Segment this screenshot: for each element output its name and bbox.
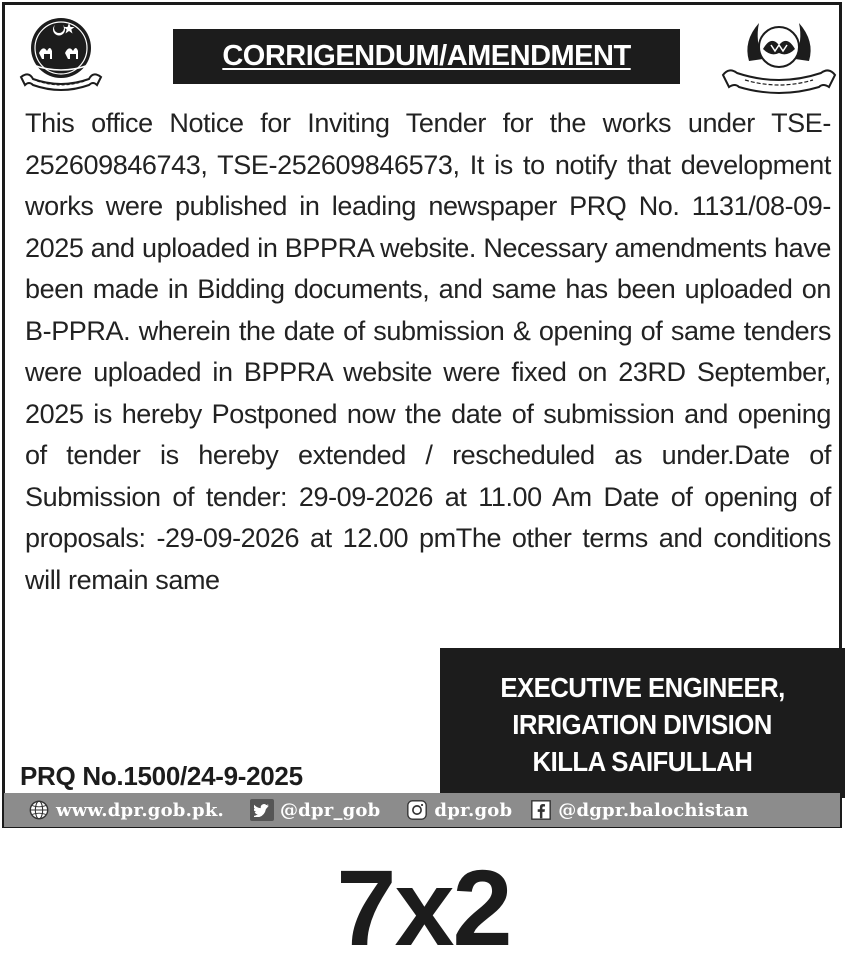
signature-box: [440, 648, 845, 798]
dgpr-emblem-icon: [719, 17, 839, 97]
notice-body: This office Notice for Inviting Tender for the works under TSE-252609846743, TSE-252609846573, It is to notify that development works were published in leading newspaper PRQ No. 1131/08-09-2025 and uploaded in BPPRA website. Necessary amendments have been made in Bidding documents, and same has been uploaded on B-PPRA. wherein the date of submission & opening of same tenders were uploaded in BPPRA website were fixed on 23RD September, 2025 is hereby Postponed now the date of submission and opening of tender is hereby extended / rescheduled as under.Date of Submission of tender: 29-09-2026 at 11.00 Am Date of opening of proposals: -29-09-2026 at 12.00 pmThe other terms and conditions will remain same: [25, 108, 831, 595]
instagram-handle[interactable]: dpr.gob: [434, 799, 513, 821]
footer-instagram[interactable]: [406, 799, 512, 821]
signature-location: KILLA SAIFULLAH: [532, 745, 753, 777]
facebook-icon: [530, 799, 552, 821]
website-link[interactable]: www.dpr.gob.pk.: [56, 799, 224, 821]
twitter-bird-icon: [250, 799, 274, 821]
prq-number: PRQ No.1500/24-9-2025: [20, 761, 303, 791]
twitter-handle[interactable]: @dpr_gob: [279, 799, 381, 821]
advertisement-frame: [2, 2, 842, 828]
footer-social-bar: [4, 793, 840, 827]
globe-icon: [28, 799, 50, 821]
footer-website[interactable]: [28, 799, 224, 821]
title-bar: [173, 29, 680, 84]
ad-size-label: 7x2: [336, 847, 511, 968]
footer-twitter[interactable]: [250, 799, 380, 821]
signature-designation: EXECUTIVE ENGINEER,: [500, 671, 785, 703]
notice-title: CORRIGENDUM/AMENDMENT: [222, 40, 631, 72]
balochistan-government-emblem-icon: [15, 15, 115, 99]
signature-division: IRRIGATION DIVISION: [512, 708, 773, 740]
footer-facebook[interactable]: [530, 799, 748, 821]
facebook-handle[interactable]: @dgpr.balochistan: [558, 799, 749, 821]
instagram-icon: [406, 799, 428, 821]
